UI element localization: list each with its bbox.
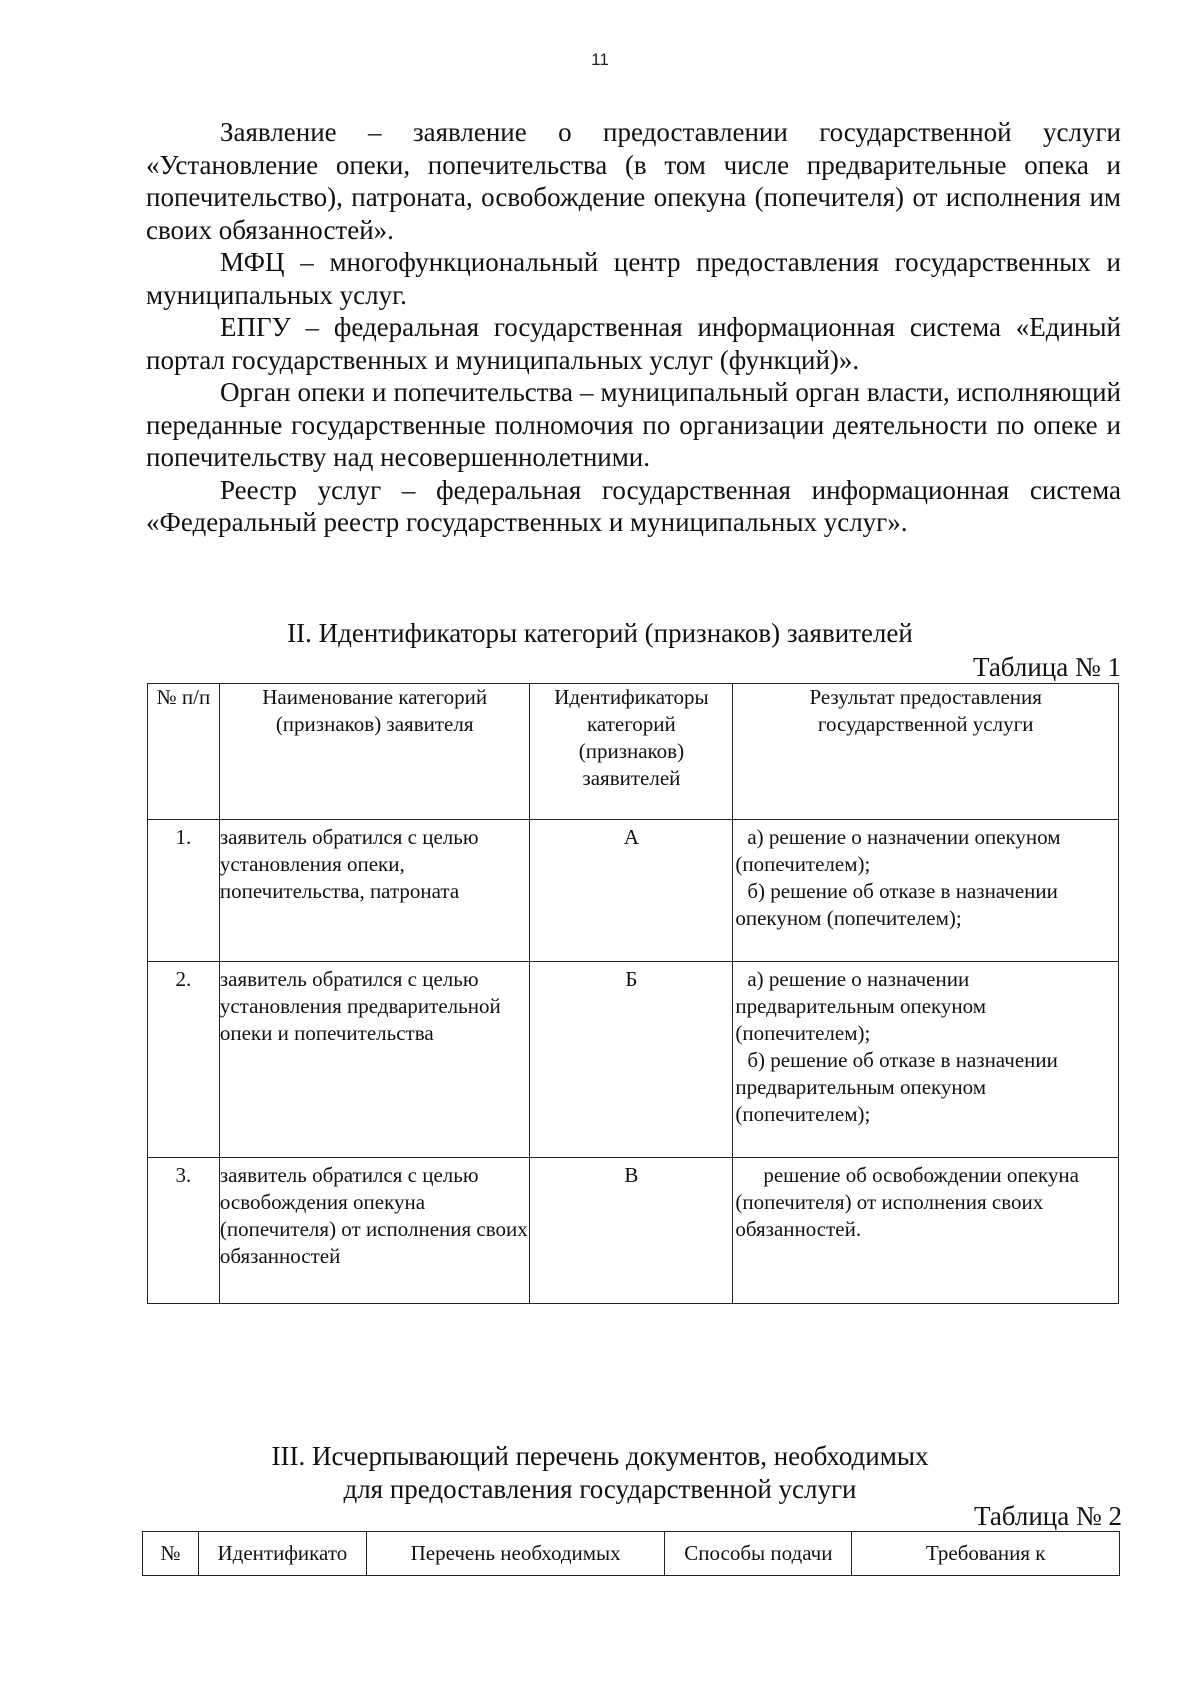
table-2-header-num: № (143, 1532, 199, 1576)
result-item: а) решение о назначении опекуном (попечителем); (735, 825, 1061, 876)
table-2-header-identifier: Идентификато (198, 1532, 366, 1576)
table-2-header-submission: Способы подачи (665, 1532, 852, 1576)
header-result: Результат предоставления государственной услуги (733, 684, 1119, 820)
header-category: Наименование категорий (признаков) заявителя (219, 684, 530, 820)
row-num: 1. (148, 820, 220, 962)
table-1-header-row (148, 684, 1119, 820)
row-num: 3. (148, 1158, 220, 1304)
result-item: решение об освобождении опекуна (попечителя) от исполнения своих обязанностей. (735, 1163, 1079, 1241)
definition-organ-opeki: Орган опеки и попечительства – муниципальный орган власти, исполняющий переданные государственные полномочия по организации деятельности по опеке и попечительству над несовершеннолетними. (146, 377, 1121, 472)
table-2-header-documents: Перечень необходимых (366, 1532, 665, 1576)
row-category: заявитель обратился с целью установления предварительной опеки и попечительства (219, 962, 530, 1158)
header-identifiers: Идентификаторы категорий (признаков) заявителей (530, 684, 733, 820)
definition-zayavlenie: Заявление – заявление о предоставлении государственной услуги «Установление опеки, попечительства (в том числе предварительные опека и попечительство), патроната, освобождение опекуна (попечителя) от исполнения им своих обязанностей». (146, 117, 1121, 245)
table-row (148, 820, 1119, 962)
table-1 (147, 683, 1119, 1304)
table-2 (142, 1531, 1120, 1576)
table-row (148, 1158, 1119, 1304)
section-2-title: II. Идентификаторы категорий (признаков) заявителей (287, 618, 913, 648)
table-1-caption: Таблица № 1 (973, 652, 1121, 682)
section-3-title-line-2: для предоставления государственной услуги (343, 1474, 857, 1504)
result-item: а) решение о назначении предварительным опекуном (попечителем); (735, 967, 987, 1045)
definitions (146, 116, 1121, 539)
row-identifier: В (530, 1158, 733, 1304)
result-item: б) решение об отказе в назначении предварительным опекуном (попечителем); (735, 1048, 1058, 1126)
section-3-title-line-1: III. Исчерпывающий перечень документов, необходимых (271, 1441, 929, 1471)
row-result (733, 820, 1119, 962)
row-identifier: А (530, 820, 733, 962)
row-category: заявитель обратился с целью освобождения опекуна (попечителя) от исполнения своих обязанностей (219, 1158, 530, 1304)
definition-epgu: ЕПГУ – федеральная государственная информационная система «Единый портал государственных и муниципальных услуг (функций)». (146, 312, 1121, 375)
row-result (733, 1158, 1119, 1304)
header-num: № п/п (148, 684, 220, 820)
table-2-header-requirements: Требования к (852, 1532, 1120, 1576)
page-number: 11 (591, 50, 609, 69)
row-identifier: Б (530, 962, 733, 1158)
definition-reestr-uslug: Реестр услуг – федеральная государственная информационная система «Федеральный реестр государственных и муниципальных услуг». (146, 474, 1121, 537)
table-2-header-row (143, 1532, 1120, 1576)
table-2-caption: Таблица № 2 (974, 1501, 1122, 1531)
row-result (733, 962, 1119, 1158)
definition-mfc: МФЦ – многофункциональный центр предоставления государственных и муниципальных услуг. (146, 247, 1121, 310)
result-item: б) решение об отказе в назначении опекуном (попечителем); (735, 879, 1058, 930)
row-category: заявитель обратился с целью установления опеки, попечительства, патроната (219, 820, 530, 962)
row-num: 2. (148, 962, 220, 1158)
table-row (148, 962, 1119, 1158)
